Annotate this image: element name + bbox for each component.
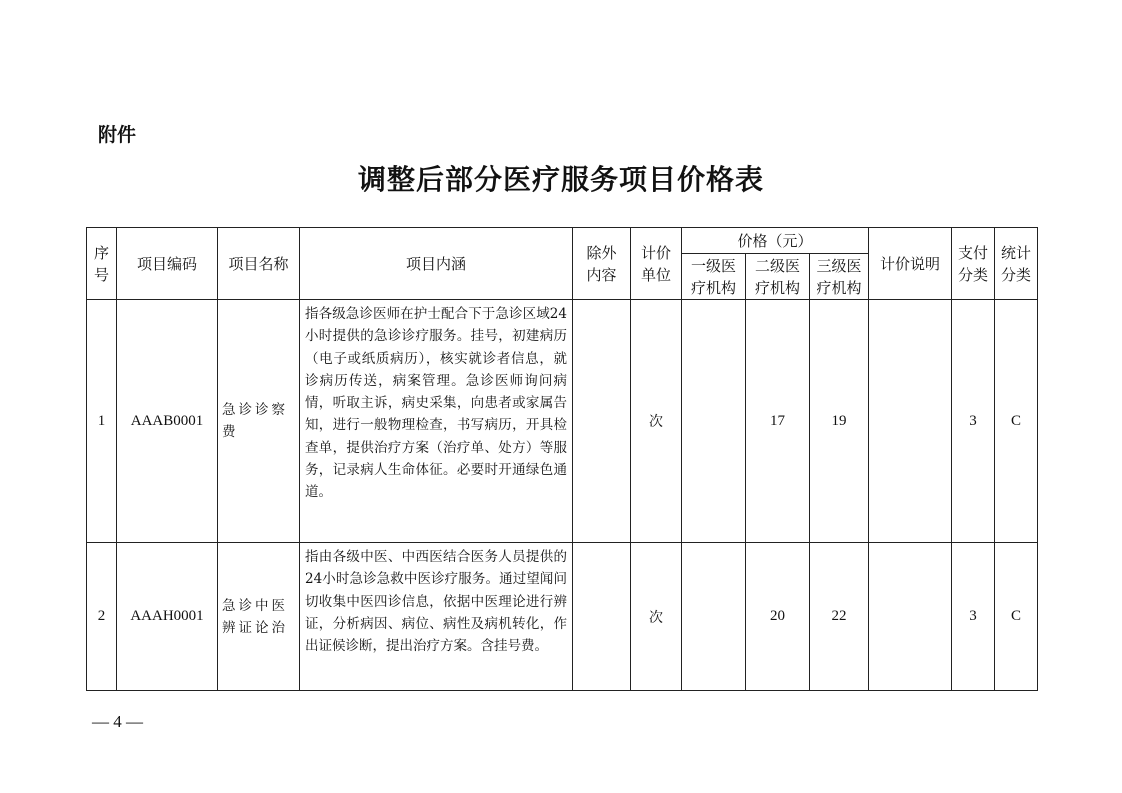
price-table — [86, 227, 1038, 691]
row-level3-price: 22 — [810, 543, 869, 691]
row-seq: 2 — [87, 543, 117, 691]
page-number: — 4 — — [92, 712, 143, 731]
row-unit: 次 — [631, 300, 682, 543]
header-code: 项目编码 — [117, 228, 218, 300]
row-stat: C — [995, 300, 1038, 543]
table-row — [87, 300, 1038, 543]
header-row-top — [87, 228, 1038, 254]
row-pricing-note — [869, 300, 952, 543]
row-level1-price — [682, 300, 746, 543]
row-pricing-note — [869, 543, 952, 691]
row-level1-price — [682, 543, 746, 691]
row-payment: 3 — [952, 300, 995, 543]
header-price-group: 价格（元） — [682, 228, 869, 254]
header-stat: 统计分类 — [995, 228, 1038, 300]
row-exclusion — [573, 300, 631, 543]
row-unit: 次 — [631, 543, 682, 691]
row-level3-price: 19 — [810, 300, 869, 543]
row-content: 指各级急诊医师在护士配合下于急诊区域24小时提供的急诊诊疗服务。挂号，初建病历（电子或纸质病历），核实就诊者信息，就诊病历传送，病案管理。急诊医师询问病情，听取主诉，病史采集，向患者或家属告知，进行一般物理检查，书写病历，开具检查单，提供治疗方案（治疗单、处方）等服务，记录病人生命体征。必要时开通绿色通道。 — [300, 300, 573, 543]
attachment-label: 附件 — [98, 124, 137, 146]
row-exclusion — [573, 543, 631, 691]
row-name: 急诊中医辨证论治 — [218, 543, 300, 691]
header-pricing-note: 计价说明 — [869, 228, 952, 300]
row-level2-price: 20 — [746, 543, 810, 691]
row-seq: 1 — [87, 300, 117, 543]
row-content: 指由各级中医、中西医结合医务人员提供的24小时急诊急救中医诊疗服务。通过望闻问切收集中医四诊信息，依据中医理论进行辨证，分析病因、病位、病性及病机转化，作出证候诊断，提出治疗方案。含挂号费。 — [300, 543, 573, 691]
page-title: 调整后部分医疗服务项目价格表 — [357, 163, 764, 196]
row-payment: 3 — [952, 543, 995, 691]
row-code: AAAB0001 — [117, 300, 218, 543]
row-name: 急诊诊察费 — [218, 300, 300, 543]
row-level2-price: 17 — [746, 300, 810, 543]
header-level2: 二级医疗机构 — [746, 254, 810, 300]
row-stat: C — [995, 543, 1038, 691]
row-code: AAAH0001 — [117, 543, 218, 691]
header-content: 项目内涵 — [300, 228, 573, 300]
header-payment: 支付分类 — [952, 228, 995, 300]
header-name: 项目名称 — [218, 228, 300, 300]
table-row — [87, 543, 1038, 691]
header-seq: 序号 — [87, 228, 117, 300]
header-level1: 一级医疗机构 — [682, 254, 746, 300]
header-unit: 计价单位 — [631, 228, 682, 300]
header-level3: 三级医疗机构 — [810, 254, 869, 300]
header-exclusion: 除外内容 — [573, 228, 631, 300]
